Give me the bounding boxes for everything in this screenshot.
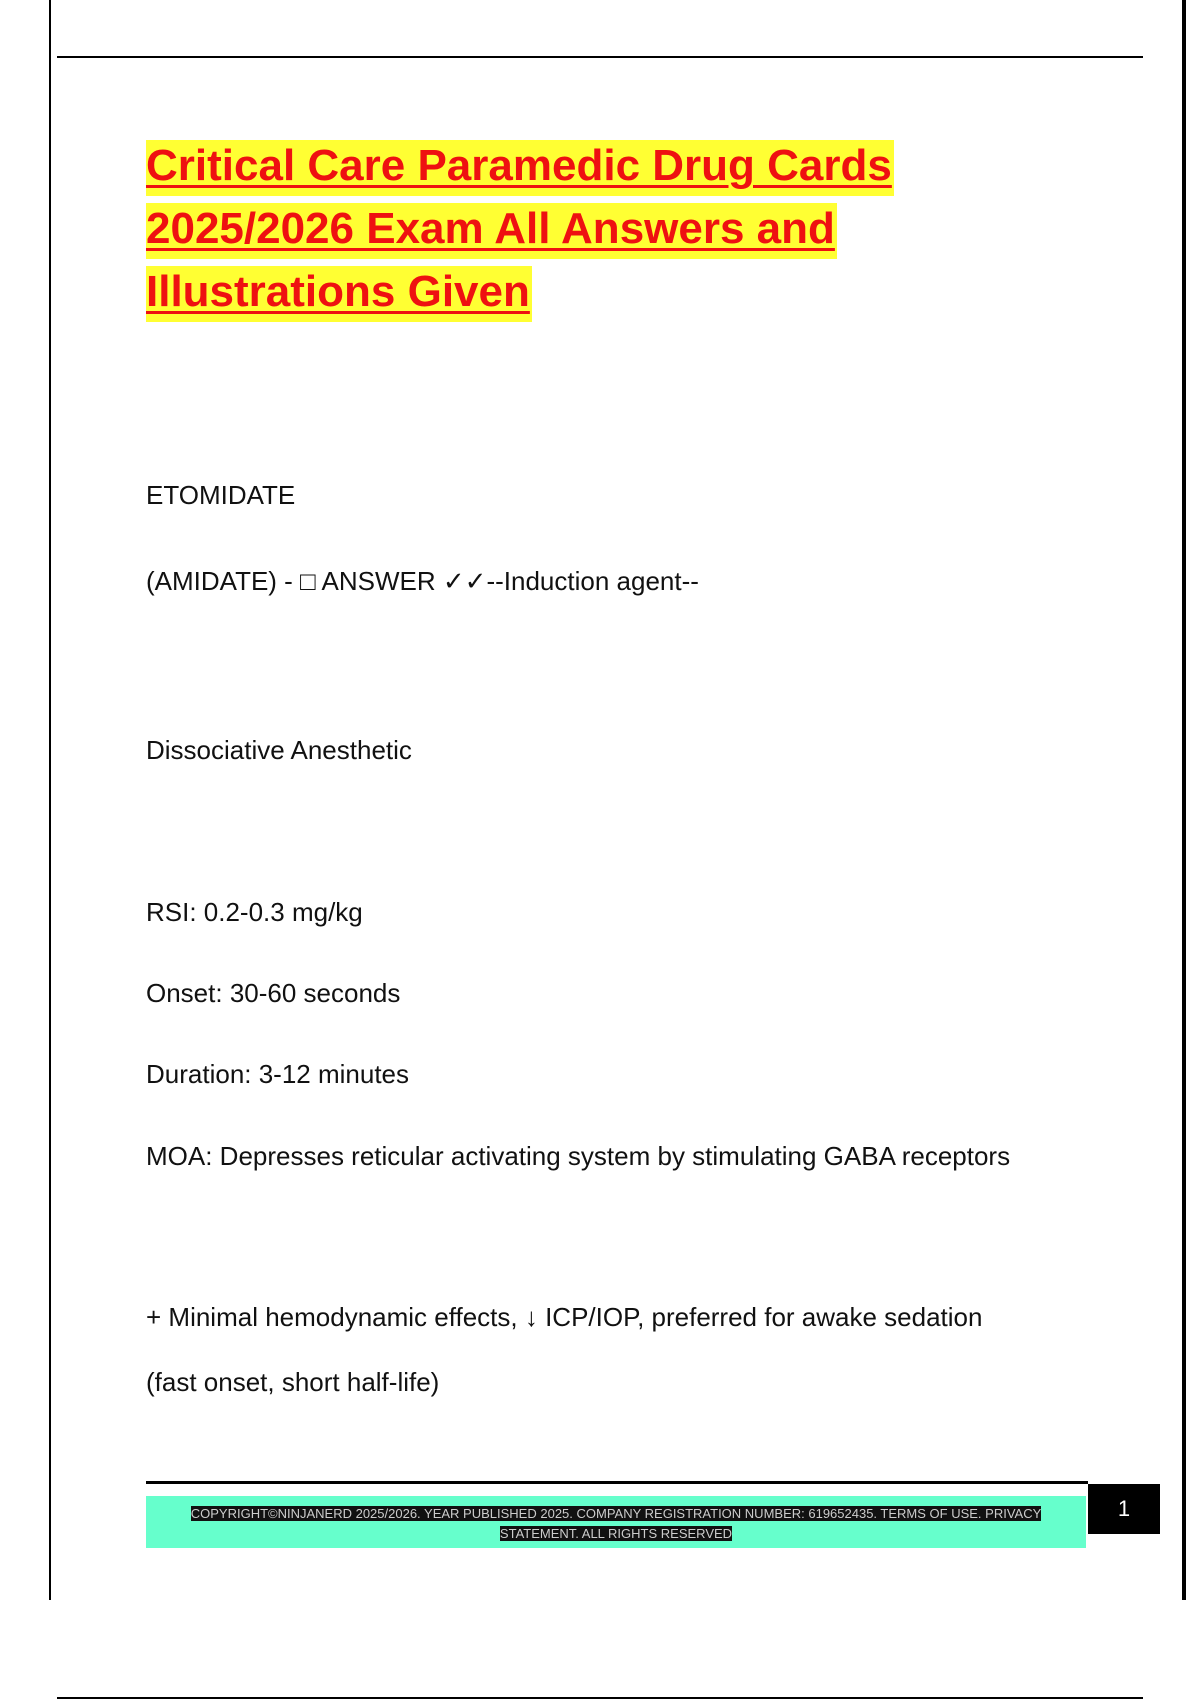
drug-class: Dissociative Anesthetic — [146, 735, 412, 765]
document-title — [146, 140, 1146, 329]
page-border-right — [1182, 0, 1186, 1600]
mechanism-of-action: MOA: Depresses reticular activating system by stimulating GABA receptors — [146, 1141, 1011, 1171]
answer-line: (AMIDATE) - □ ANSWER ✓✓--Induction agent-- — [146, 566, 699, 596]
title-line-3: Illustrations Given — [146, 266, 532, 322]
page-border-left — [49, 0, 51, 1600]
copyright-line-1: COPYRIGHT©NINJANERD 2025/2026. YEAR PUBLISHED 2025. COMPANY REGISTRATION NUMBER: 619652435. TERMS OF USE. PRIVACY — [190, 1506, 1042, 1521]
effects-line: + Minimal hemodynamic effects, ↓ ICP/IOP, preferred for awake sedation — [146, 1302, 983, 1332]
copyright-text — [171, 1504, 1061, 1544]
next-page-rule — [57, 1697, 1143, 1699]
title-line-2: 2025/2026 Exam All Answers and — [146, 203, 837, 259]
drug-name: ETOMIDATE — [146, 480, 296, 510]
copyright-line-2: STATEMENT. ALL RIGHTS RESERVED — [499, 1526, 733, 1541]
copyright-footer — [146, 1496, 1086, 1548]
effects-continued: (fast onset, short half-life) — [146, 1367, 440, 1397]
page-number: 1 — [1088, 1484, 1160, 1534]
title-line-1: Critical Care Paramedic Drug Cards — [146, 140, 894, 196]
footer-rule — [146, 1481, 1088, 1484]
header-rule — [57, 56, 1143, 58]
rsi-dose: RSI: 0.2-0.3 mg/kg — [146, 897, 363, 927]
duration-time: Duration: 3-12 minutes — [146, 1059, 410, 1089]
onset-time: Onset: 30-60 seconds — [146, 978, 401, 1008]
